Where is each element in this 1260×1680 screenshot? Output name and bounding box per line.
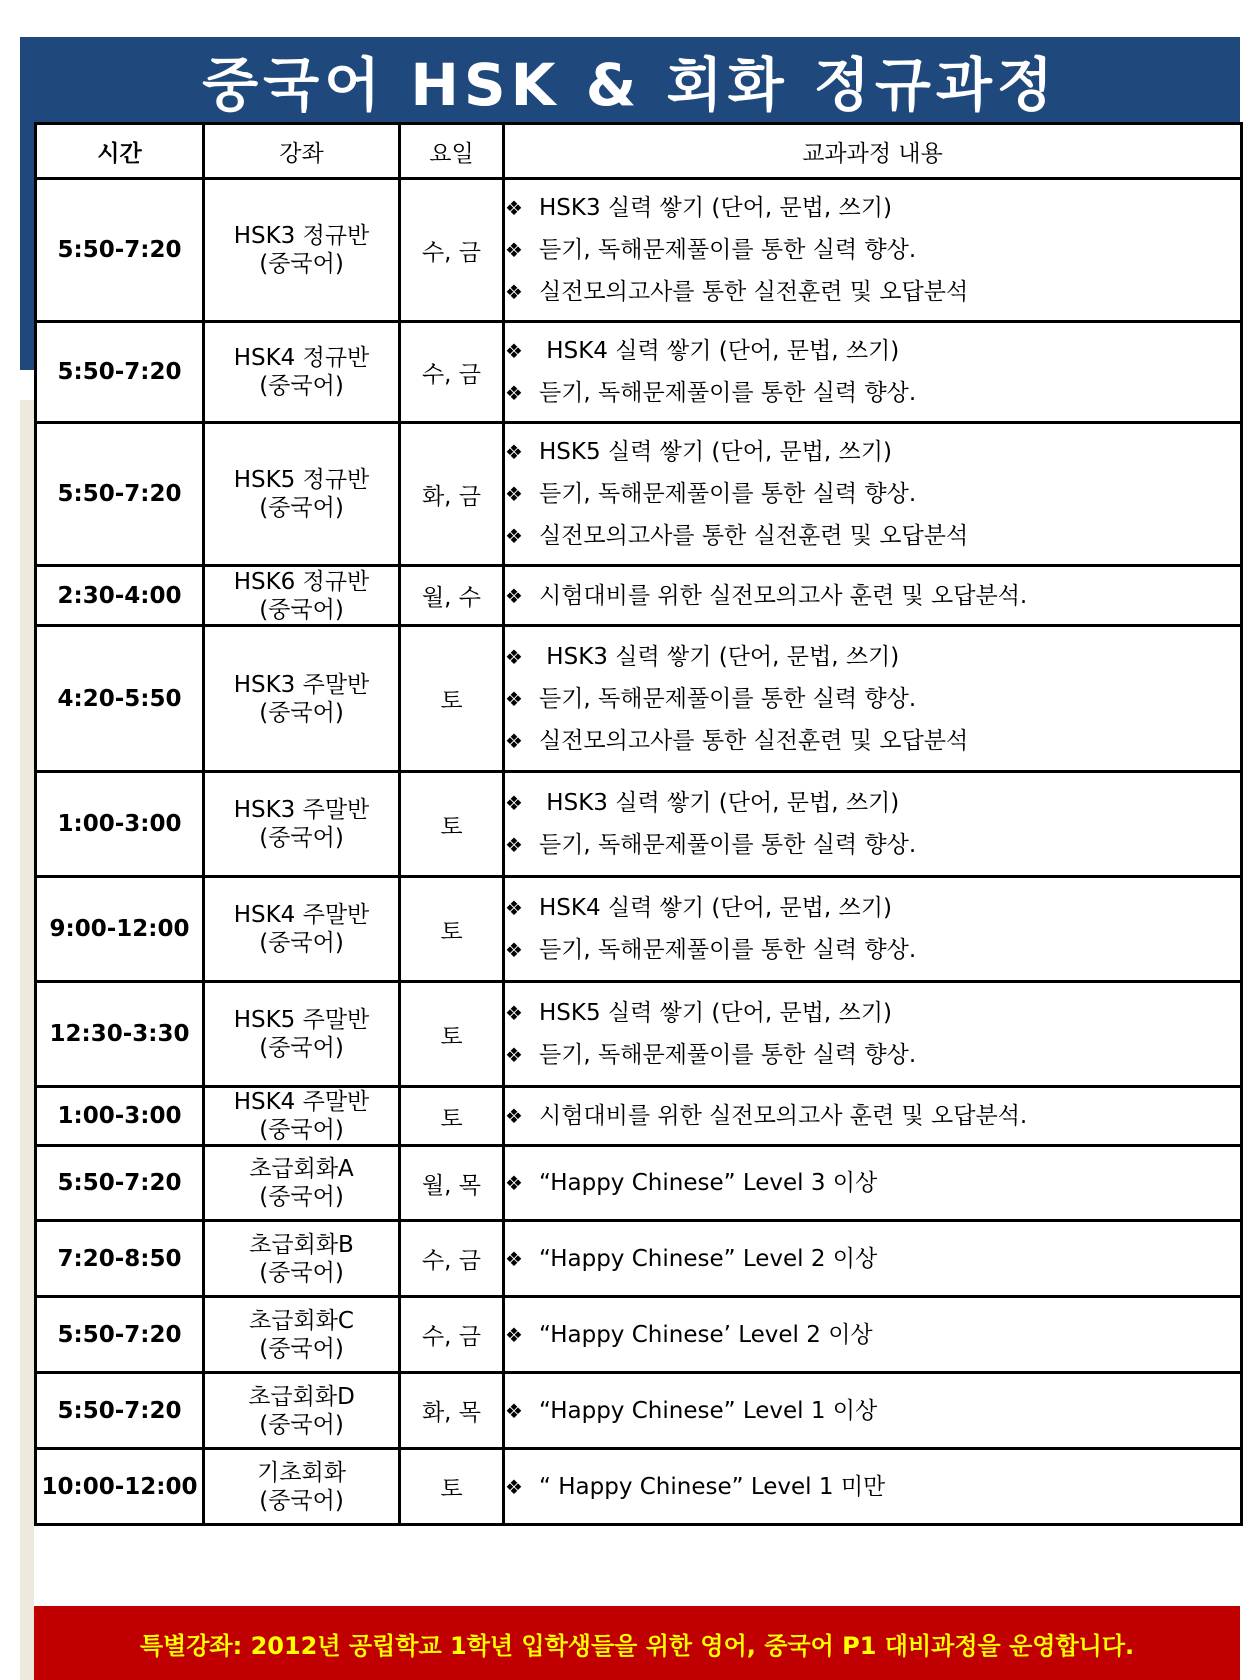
class-time: 1:00-3:00 [36,772,204,877]
content-item-text: 듣기, 독해문제풀이를 통한 실력 향상. [539,832,917,858]
diamond-bullet-icon: ❖ [505,1171,523,1195]
class-days: 수, 금 [400,1297,504,1373]
class-days: 토 [400,877,504,982]
class-time: 10:00-12:00 [36,1449,204,1525]
table-row [36,772,1242,877]
course-language: (중국어) [259,699,344,726]
diamond-bullet-icon: ❖ [505,381,523,405]
course-name [204,1297,400,1373]
content-item [505,789,1240,817]
class-days: 수, 금 [400,1221,504,1297]
course-title: HSK5 정규반 [233,467,370,493]
diamond-bullet-icon: ❖ [505,896,523,920]
course-name [204,566,400,626]
class-days: 월, 수 [400,566,504,626]
course-content [504,179,1242,322]
course-name [204,1146,400,1221]
content-item-text: “Happy Chinese” Level 1 이상 [539,1397,878,1424]
table-row [36,626,1242,772]
diamond-bullet-icon: ❖ [505,644,523,669]
course-title: 초급회화A [249,1156,354,1182]
course-content [504,1221,1242,1297]
diamond-bullet-icon: ❖ [505,482,523,506]
content-item [505,831,1240,859]
course-language: (중국어) [259,1335,344,1362]
diamond-bullet-icon: ❖ [505,833,523,857]
table-row [36,1449,1242,1525]
course-language: (중국어) [259,1259,344,1286]
diamond-bullet-icon: ❖ [505,938,523,962]
course-language: (중국어) [259,930,344,956]
class-days: 화, 목 [400,1373,504,1449]
course-title: HSK3 정규반 [233,223,370,249]
class-time: 9:00-12:00 [36,877,204,982]
content-item [505,278,1240,306]
course-content [504,566,1242,626]
content-item [505,582,1240,610]
content-item-text: HSK3 실력 쌓기 (단어, 문법, 쓰기) [539,790,900,816]
course-content [504,877,1242,982]
diamond-bullet-icon: ❖ [505,280,523,304]
content-item [505,894,1240,922]
diamond-bullet-icon: ❖ [505,728,523,753]
class-days: 월, 목 [400,1146,504,1221]
course-name [204,1373,400,1449]
diamond-bullet-icon: ❖ [505,1322,523,1347]
content-item [505,685,1240,713]
class-days: 수, 금 [400,179,504,322]
content-item-text: 실전모의고사를 통한 실전훈련 및 오답분석 [539,279,969,305]
course-name [204,179,400,322]
content-item-text: 듣기, 독해문제풀이를 통한 실력 향상. [539,380,917,406]
course-title: HSK3 주말반 [233,797,370,823]
content-item-text: “Happy Chinese’ Level 2 이상 [539,1321,873,1348]
course-language: (중국어) [259,1117,344,1143]
content-item [505,480,1240,508]
diamond-bullet-icon: ❖ [505,1001,523,1025]
schedule-body [36,179,1242,1525]
class-days: 토 [400,626,504,772]
table-row [36,1146,1242,1221]
content-item-text: “Happy Chinese” Level 3 이상 [539,1170,878,1196]
page-title: 중국어 HSK & 회화 정규과정 [202,51,1058,119]
title-banner [20,37,1240,123]
course-language: (중국어) [259,495,344,521]
table-row [36,1221,1242,1297]
content-item [505,1102,1240,1130]
table-row [36,423,1242,566]
content-item-text: HSK4 실력 쌓기 (단어, 문법, 쓰기) [539,338,900,364]
schedule-table [34,122,1243,1526]
table-row [36,1297,1242,1373]
course-name [204,626,400,772]
class-time: 12:30-3:30 [36,982,204,1087]
course-language: (중국어) [259,1184,344,1210]
course-content [504,423,1242,566]
content-item [505,236,1240,264]
class-time: 5:50-7:20 [36,1146,204,1221]
course-language: (중국어) [259,1035,344,1061]
table-row [36,179,1242,322]
course-name [204,322,400,423]
course-language: (중국어) [259,1487,344,1514]
class-days: 토 [400,1449,504,1525]
special-course-notice: 특별강좌: 2012년 공립학교 1학년 입학생들을 위한 영어, 중국어 P1 대비과정을 운영합니다. [139,1631,1135,1660]
class-days: 토 [400,982,504,1087]
course-content [504,1449,1242,1525]
course-language: (중국어) [259,596,344,623]
content-item-text: 시험대비를 위한 실전모의고사 훈련 및 오답분석. [539,582,1028,609]
diamond-bullet-icon: ❖ [505,1474,523,1499]
table-row [36,1373,1242,1449]
course-title: 초급회화D [248,1383,355,1410]
course-content [504,1297,1242,1373]
content-item-text: 실전모의고사를 통한 실전훈련 및 오답분석 [539,523,969,549]
content-item [505,337,1240,365]
course-content [504,982,1242,1087]
diamond-bullet-icon: ❖ [505,1246,523,1271]
course-title: HSK4 주말반 [233,1089,370,1115]
course-content [504,772,1242,877]
class-time: 2:30-4:00 [36,566,204,626]
diamond-bullet-icon: ❖ [505,339,523,363]
class-time: 4:20-5:50 [36,626,204,772]
table-row [36,322,1242,423]
course-title: HSK3 주말반 [233,671,370,698]
class-time: 5:50-7:20 [36,179,204,322]
class-days: 토 [400,772,504,877]
course-name [204,772,400,877]
course-language: (중국어) [259,251,344,277]
diamond-bullet-icon: ❖ [505,440,523,464]
content-item [505,194,1240,222]
course-language: (중국어) [259,825,344,851]
content-item-text: “ Happy Chinese” Level 1 미만 [539,1473,886,1500]
table-row [36,877,1242,982]
course-name [204,1449,400,1525]
course-title: 초급회화C [249,1307,354,1334]
content-item [505,936,1240,964]
content-item-text: HSK5 실력 쌓기 (단어, 문법, 쓰기) [539,439,892,465]
content-item [505,1397,1240,1425]
diamond-bullet-icon: ❖ [505,1104,523,1128]
content-item-text: HSK3 실력 쌓기 (단어, 문법, 쓰기) [539,195,892,221]
content-item-text: “Happy Chinese” Level 2 이상 [539,1245,878,1272]
content-item [505,438,1240,466]
course-content [504,1087,1242,1146]
content-item-text: 실전모의고사를 통한 실전훈련 및 오답분석 [539,727,969,754]
content-item [505,643,1240,671]
header-content: 교과과정 내용 [504,124,1242,179]
course-content [504,322,1242,423]
class-time: 7:20-8:50 [36,1221,204,1297]
special-course-banner [34,1606,1240,1680]
course-language: (중국어) [259,373,344,399]
content-item-text: 듣기, 독해문제풀이를 통한 실력 향상. [539,1042,917,1068]
content-item-text: HSK4 실력 쌓기 (단어, 문법, 쓰기) [539,895,892,921]
content-item [505,999,1240,1027]
diamond-bullet-icon: ❖ [505,196,523,220]
course-title: HSK4 주말반 [233,902,370,928]
content-item-text: 시험대비를 위한 실전모의고사 훈련 및 오답분석. [539,1103,1028,1129]
class-days: 화, 금 [400,423,504,566]
class-time: 5:50-7:20 [36,322,204,423]
course-title: HSK6 정규반 [233,568,370,595]
content-item [505,1473,1240,1501]
content-item-text: 듣기, 독해문제풀이를 통한 실력 향상. [539,237,917,263]
course-name [204,423,400,566]
diamond-bullet-icon: ❖ [505,791,523,815]
content-item-text: 듣기, 독해문제풀이를 통한 실력 향상. [539,685,917,712]
class-days: 수, 금 [400,322,504,423]
diamond-bullet-icon: ❖ [505,583,523,608]
table-row [36,1087,1242,1146]
diamond-bullet-icon: ❖ [505,238,523,262]
class-time: 5:50-7:20 [36,1297,204,1373]
course-name [204,1221,400,1297]
header-course: 강좌 [204,124,400,179]
class-time: 5:50-7:20 [36,423,204,566]
diamond-bullet-icon: ❖ [505,1043,523,1067]
header-row [36,124,1242,179]
content-item [505,1041,1240,1069]
class-time: 1:00-3:00 [36,1087,204,1146]
course-language: (중국어) [259,1411,344,1438]
course-name [204,982,400,1087]
diamond-bullet-icon: ❖ [505,524,523,548]
content-item-text: 듣기, 독해문제풀이를 통한 실력 향상. [539,937,917,963]
course-name [204,877,400,982]
course-name [204,1087,400,1146]
content-item [505,727,1240,755]
content-item [505,379,1240,407]
course-content [504,626,1242,772]
class-days: 토 [400,1087,504,1146]
content-item-text: HSK5 실력 쌓기 (단어, 문법, 쓰기) [539,1000,892,1026]
class-time: 5:50-7:20 [36,1373,204,1449]
course-content [504,1373,1242,1449]
table-row [36,982,1242,1087]
left-margin-stripe [20,400,34,1680]
diamond-bullet-icon: ❖ [505,1398,523,1423]
table-row [36,566,1242,626]
course-title: 초급회화B [249,1231,354,1258]
content-item [505,522,1240,550]
course-content [504,1146,1242,1221]
content-item-text: HSK3 실력 쌓기 (단어, 문법, 쓰기) [539,643,900,670]
course-title: HSK4 정규반 [233,345,370,371]
course-title: 기초회화 [257,1459,346,1486]
course-title: HSK5 주말반 [233,1007,370,1033]
header-time: 시간 [36,124,204,179]
content-item-text: 듣기, 독해문제풀이를 통한 실력 향상. [539,481,917,507]
content-item [505,1169,1240,1197]
diamond-bullet-icon: ❖ [505,686,523,711]
header-days: 요일 [400,124,504,179]
content-item [505,1321,1240,1349]
content-item [505,1245,1240,1273]
